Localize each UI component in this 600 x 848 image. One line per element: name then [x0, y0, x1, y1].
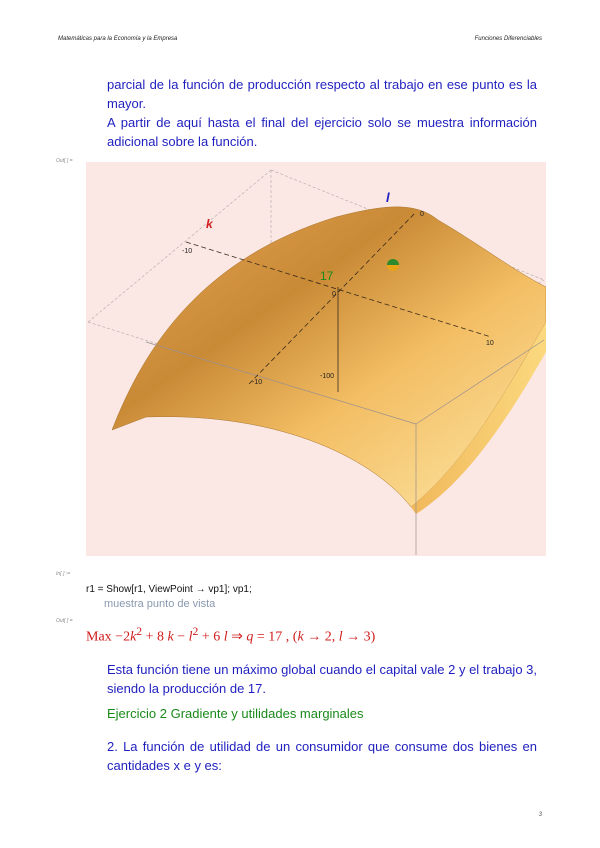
math-var-k: k: [297, 629, 304, 645]
math-arrow: ⇒: [227, 629, 247, 645]
page-number: 3: [538, 812, 542, 818]
code-comment: muestra punto de vista: [104, 598, 216, 610]
math-prefix: Max: [86, 629, 112, 645]
paragraph-2: A partir de aquí hasta el final del ejercicio solo se muestra información adicional sobre la función.: [107, 115, 537, 149]
out-tag-2: Out[ ] =: [56, 618, 73, 624]
out-tag-1: Out[ ] =: [56, 158, 73, 164]
tick-k-neg2: -10: [252, 379, 263, 386]
math-term: = 17 , (: [253, 629, 298, 645]
math-result: Max $-2k^2 + 8$ $k - l^2 + 6$ l ⇒ q = 17 , (k → 2, l → 3): [86, 625, 376, 645]
axis-label-k: k: [206, 217, 213, 231]
surface-plot-svg: [86, 162, 546, 556]
header-right: Funciones Diferenciables: [474, 36, 542, 42]
math-var-l: l: [223, 629, 228, 645]
math-var-q: q: [246, 629, 254, 645]
max-value-label: 17: [320, 269, 334, 283]
math-term: → 3): [342, 629, 376, 645]
tick-l-top: 0: [420, 211, 424, 218]
tick-z0: 0: [332, 291, 336, 298]
axis-label-l: l: [386, 190, 390, 205]
math-term: + 6: [198, 629, 221, 645]
math-var-k: k: [167, 629, 174, 645]
math-var-l: l: [188, 629, 193, 645]
exercise-heading: Ejercicio 2 Gradiente y utilidades marginales: [107, 706, 364, 721]
math-term: −2: [115, 629, 131, 645]
tick-z: -100: [320, 373, 335, 380]
math-var-k: k: [130, 629, 137, 645]
math-term: + 8: [142, 629, 165, 645]
surface-plot[interactable]: [86, 162, 546, 556]
tick-l-pos: 10: [486, 340, 494, 347]
paragraph-3: Esta función tiene un máximo global cuando el capital vale 2 y el trabajo 3, siendo la producción de 17.: [107, 662, 537, 696]
paragraph-4: 2. La función de utilidad de un consumidor que consume dos bienes en cantidades x e y es:: [107, 739, 537, 773]
header-left: Matemáticas para la Economía y la Empresa: [58, 36, 178, 42]
paragraph-1: parcial de la función de producción respecto al trabajo en ese punto es la mayor.: [107, 77, 537, 111]
math-term: → 2,: [303, 629, 339, 645]
tick-k-neg: -10: [182, 248, 193, 255]
in-tag-1: In[ ] :=: [56, 571, 71, 577]
math-var-l: l: [338, 629, 343, 645]
code-line[interactable]: r1 = Show[r1, ViewPoint → vp1]; vp1;: [86, 584, 252, 595]
math-term: −: [173, 629, 189, 645]
